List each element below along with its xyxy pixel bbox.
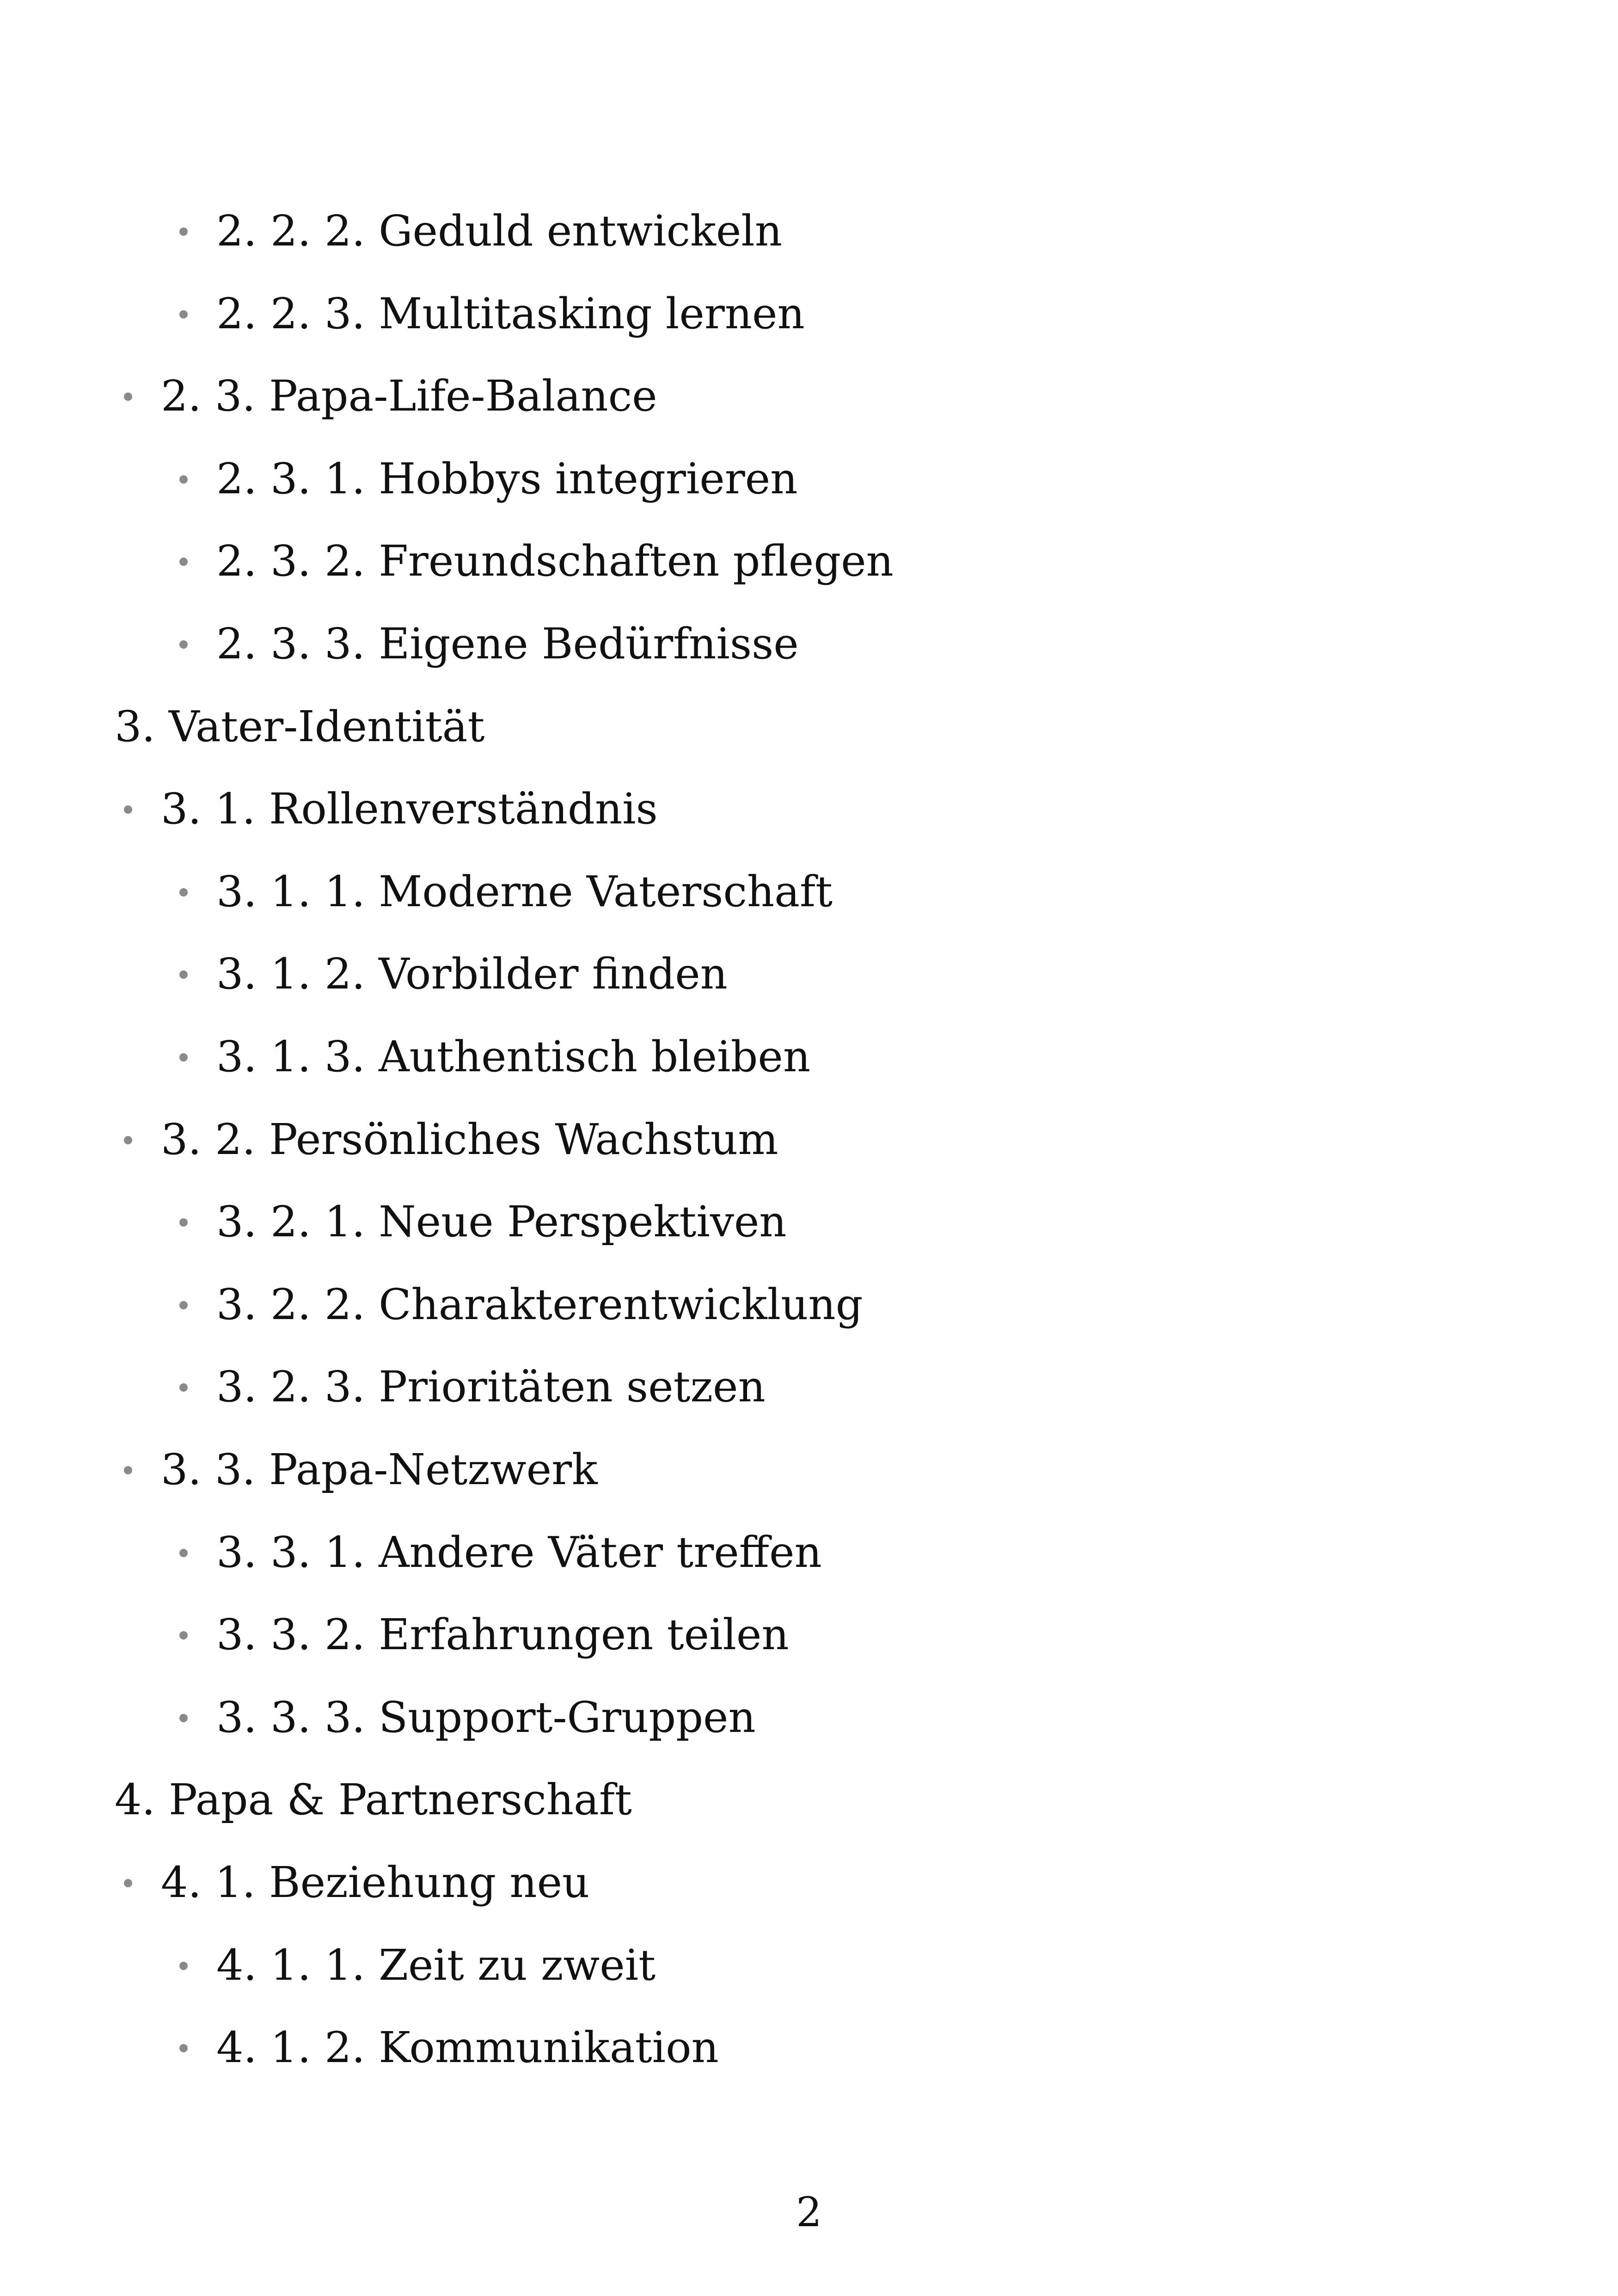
- toc-entry-text: 3. 3. Papa-Netzwerk: [161, 1445, 598, 1494]
- toc-subsection: [179, 1607, 789, 1663]
- bullet-icon: [179, 970, 188, 979]
- bullet-icon: [179, 1218, 188, 1227]
- bullet-icon: [179, 558, 188, 566]
- toc-entry-text: 3. 1. 3. Authentisch bleiben: [216, 1032, 811, 1081]
- toc-subsection: [179, 616, 799, 672]
- bullet-icon: [124, 1466, 132, 1474]
- bullet-icon: [179, 1631, 188, 1639]
- toc-entry-text: 4. 1. 1. Zeit zu zweit: [216, 1940, 656, 1990]
- toc-subsection: [179, 1525, 822, 1580]
- toc-entry-text: 3. 2. 1. Neue Perspektiven: [216, 1197, 787, 1246]
- toc-entry-text: 3. Vater-Identität: [115, 702, 485, 751]
- toc-subsection: [179, 864, 833, 920]
- toc-entry-text: 2. 3. 3. Eigene Bedürfnisse: [216, 619, 799, 669]
- toc-entry-text: 3. 3. 3. Support-Gruppen: [216, 1693, 756, 1742]
- toc-chapter: [115, 699, 484, 755]
- bullet-icon: [124, 393, 132, 401]
- toc-entry-text: 2. 3. 1. Hobbys integrieren: [216, 454, 798, 503]
- toc-section: [124, 1112, 778, 1167]
- toc-entry-text: 3. 1. 1. Moderne Vaterschaft: [216, 867, 833, 916]
- bullet-icon: [179, 1714, 188, 1722]
- toc-section: [124, 1855, 589, 1910]
- toc-entry-text: 4. 1. Beziehung neu: [161, 1858, 590, 1907]
- toc-subsection: [179, 203, 782, 259]
- toc-subsection: [179, 1938, 656, 1993]
- toc-section: [124, 1442, 598, 1498]
- toc-entry-text: 3. 1. 2. Vorbilder finden: [216, 949, 728, 999]
- bullet-icon: [179, 310, 188, 319]
- bullet-icon: [124, 1136, 132, 1144]
- toc-subsection: [179, 1359, 766, 1415]
- bullet-icon: [179, 1962, 188, 1970]
- toc-entry-text: 4. Papa & Partnerschaft: [115, 1775, 632, 1824]
- toc-entry-text: 3. 2. 2. Charakterentwicklung: [216, 1280, 863, 1329]
- bullet-icon: [179, 475, 188, 484]
- toc-chapter: [115, 1772, 632, 1828]
- toc-section: [124, 781, 658, 837]
- toc-subsection: [179, 2020, 719, 2075]
- bullet-icon: [179, 1549, 188, 1557]
- toc-subsection: [179, 946, 728, 1002]
- bullet-icon: [179, 1383, 188, 1392]
- bullet-icon: [179, 888, 188, 896]
- toc-entry-text: 3. 3. 1. Andere Väter treffen: [216, 1528, 822, 1577]
- toc-entry-text: 2. 2. 3. Multitasking lernen: [216, 289, 805, 338]
- toc-subsection: [179, 1277, 863, 1332]
- toc-entry-text: 3. 2. Persönliches Wachstum: [161, 1115, 778, 1164]
- toc-entry-text: 2. 3. Papa-Life-Balance: [161, 371, 657, 421]
- bullet-icon: [179, 1301, 188, 1309]
- toc-subsection: [179, 451, 797, 507]
- bullet-icon: [124, 1879, 132, 1887]
- toc-subsection: [179, 1029, 810, 1085]
- bullet-icon: [179, 2044, 188, 2052]
- toc-subsection: [179, 286, 805, 342]
- bullet-icon: [179, 640, 188, 649]
- bullet-icon: [179, 1053, 188, 1062]
- page-number: 2: [796, 2188, 822, 2236]
- toc-entry-text: 3. 2. 3. Prioritäten setzen: [216, 1362, 766, 1412]
- toc-entry-text: 2. 2. 2. Geduld entwickeln: [216, 206, 782, 256]
- bullet-icon: [179, 227, 188, 236]
- toc-entry-text: 3. 1. Rollenverständnis: [161, 784, 658, 834]
- toc-entry-text: 2. 3. 2. Freundschaften pflegen: [216, 536, 894, 586]
- toc-entry-text: 3. 3. 2. Erfahrungen teilen: [216, 1610, 789, 1659]
- toc-section: [124, 368, 657, 424]
- toc-subsection: [179, 1690, 756, 1745]
- toc-subsection: [179, 1194, 787, 1250]
- toc-entry-text: 4. 1. 2. Kommunikation: [216, 2023, 719, 2072]
- toc-subsection: [179, 534, 894, 589]
- bullet-icon: [124, 805, 132, 814]
